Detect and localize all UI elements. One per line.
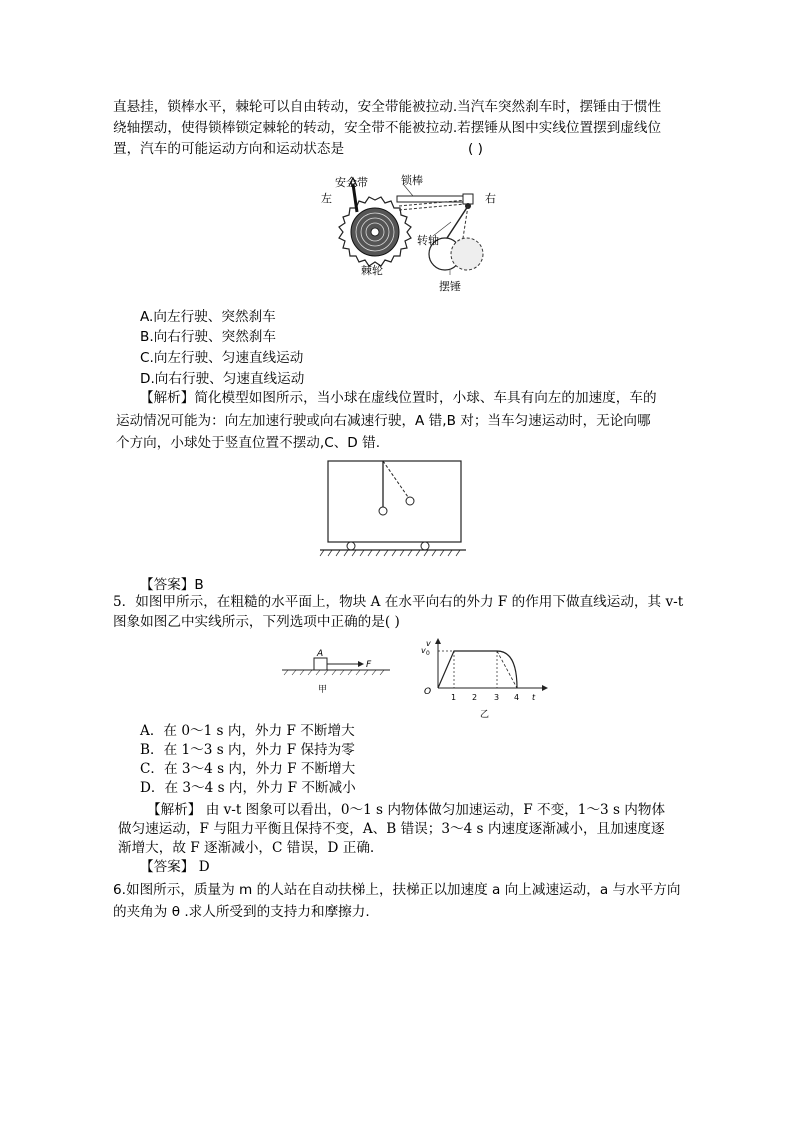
answer-bracket: ( ) xyxy=(468,141,483,157)
vt-curve-solid xyxy=(438,651,517,688)
tick-label-1: 1 xyxy=(451,693,457,702)
q5-analysis-line-3: 渐增大，故 F 逐渐减小，C 错误，D 正确. xyxy=(118,840,375,856)
q4-stem-line-3: 置，汽车的可能运动方向和运动状态是 xyxy=(113,141,345,157)
q5-stem-line-1: 5．如图甲所示，在粗糙的水平面上，物块 A 在水平向右的外力 F 的作用下做直线运动，其 v-t xyxy=(113,594,684,610)
block-a xyxy=(314,658,327,670)
label-v-axis: v xyxy=(426,639,431,648)
q4-analysis-line-3: 个方向，小球处于竖直位置不摆动,C、D 错. xyxy=(116,435,381,451)
q5-stem-line-2: 图象如图乙中实线所示，下列选项中正确的是( ) xyxy=(113,614,400,630)
label-v0-subscript: 0 xyxy=(426,650,430,657)
vt-line-dashed xyxy=(497,651,517,688)
q4-option-c: C.向左行驶、匀速直线运动 xyxy=(140,350,304,366)
tick-label-2: 2 xyxy=(472,693,478,702)
label-force: F xyxy=(366,660,372,670)
q6-stem-line-1: 6.如图所示，质量为 m 的人站在自动扶梯上，扶梯正以加速度 a 向上减速运动，a 与水平方向 xyxy=(113,882,681,898)
label-seatbelt: 安全带 xyxy=(335,176,368,189)
q4-option-d: D.向右行驶、匀速直线运动 xyxy=(140,371,305,387)
label-right: 右 xyxy=(485,192,496,205)
figure-jia-svg xyxy=(280,648,400,698)
label-pendulum: 摆锤 xyxy=(439,280,461,293)
label-block-a: A xyxy=(317,649,324,659)
car-model-figure xyxy=(318,458,468,558)
seatbelt-mechanism-figure xyxy=(315,170,515,300)
wheel-left xyxy=(347,542,355,550)
pendulum-ball-dashed xyxy=(451,238,483,270)
figure-yi-svg xyxy=(420,638,550,722)
label-v0: v xyxy=(421,646,426,655)
q4-stem-line-2: 绕轴摆动，使得锁棒锁定棘轮的转动，安全带不能被拉动.若摆锤从图中实线位置摆到虚线位 xyxy=(113,120,662,136)
q4-option-b: B.向右行驶、突然刹车 xyxy=(140,329,276,345)
ball-dashed xyxy=(406,497,414,505)
wheel-right xyxy=(421,542,429,550)
q4-option-a: A.向左行驶、突然刹车 xyxy=(140,309,276,325)
t-axis-arrow-icon xyxy=(542,685,548,691)
q5-option-d: D．在 3～4 s 内，外力 F 不断减小 xyxy=(140,780,356,796)
q4-analysis-line-2: 运动情况可能为：向左加速行驶或向右减速行驶，A 错,B 对；当车匀速运动时，无论向哪 xyxy=(116,413,651,429)
label-axle: 转轴 xyxy=(417,234,439,247)
q5-answer: 【答案】 D xyxy=(140,859,210,875)
ground-hatching xyxy=(284,670,384,675)
label-origin: O xyxy=(424,687,432,697)
q5-analysis-line-1: 【解析】 由 v-t 图象可以看出，0～1 s 内物体做匀加速运动，F 不变，1～3 s 内物体 xyxy=(147,802,666,818)
caption-yi: 乙 xyxy=(480,710,490,720)
force-arrow-head-icon xyxy=(358,661,364,667)
car-model-svg xyxy=(318,458,468,558)
q5-option-b: B．在 1～3 s 内，外力 F 保持为零 xyxy=(140,742,355,758)
q4-answer: 【答案】B xyxy=(140,577,204,593)
label-ratchet: 棘轮 xyxy=(361,264,383,277)
q5-option-c: C．在 3～4 s 内，外力 F 不断增大 xyxy=(140,761,356,777)
q5-option-a: A．在 0～1 s 内，外力 F 不断增大 xyxy=(140,723,355,739)
pendulum-rod xyxy=(447,206,468,238)
seatbelt-mechanism-svg xyxy=(315,170,515,300)
ratchet-wheel xyxy=(339,197,411,266)
tick-label-4: 4 xyxy=(514,693,520,702)
car-body xyxy=(328,461,461,542)
q5-analysis-line-2: 做匀速运动，F 与阻力平衡且保持不变，A、B 错误；3～4 s 内速度逐渐减小，且加速度逐 xyxy=(118,821,665,837)
figure-jia xyxy=(280,648,400,698)
caption-jia: 甲 xyxy=(318,685,328,695)
axle-bracket xyxy=(463,194,473,204)
q6-stem-line-2: 的夹角为 θ .求人所受到的支持力和摩擦力. xyxy=(113,904,370,920)
ball-vertical xyxy=(379,507,387,515)
v-axis-arrow-icon xyxy=(435,638,441,644)
tick-label-3: 3 xyxy=(494,693,500,702)
label-lockbar: 锁棒 xyxy=(401,174,423,187)
ground-hatching xyxy=(320,550,460,556)
q4-stem-line-1: 直悬挂，锁棒水平，棘轮可以自由转动，安全带能被拉动.当汽车突然刹车时，摆锤由于惯性 xyxy=(113,99,662,115)
figure-yi xyxy=(420,638,550,722)
label-t-axis: t xyxy=(532,693,536,702)
q4-analysis-line-1: 【解析】简化模型如图所示，当小球在虚线位置时，小球、车具有向左的加速度，车的 xyxy=(140,390,657,406)
label-left: 左 xyxy=(321,192,332,205)
